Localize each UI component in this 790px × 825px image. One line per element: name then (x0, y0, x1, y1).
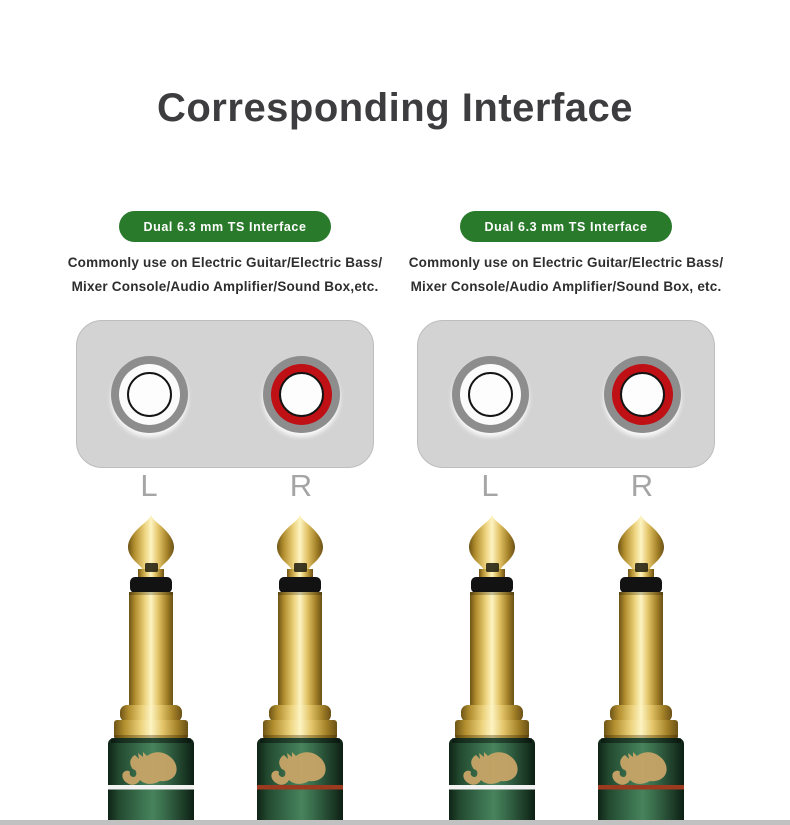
red-band (257, 785, 343, 790)
ts-plug-white-band (446, 513, 538, 825)
plug-row (380, 513, 752, 825)
ts-plug-red-band (595, 513, 687, 825)
plug-row (39, 513, 411, 825)
bottom-bar (0, 820, 790, 825)
jack-label-row (39, 468, 411, 504)
jack-hole (279, 372, 324, 417)
badge-row (380, 211, 752, 242)
jack-label-right: R (289, 468, 313, 503)
description-line-2: Mixer Console/Audio Amplifier/Sound Box, etc. (410, 279, 722, 294)
ts-plug-red-band (254, 513, 346, 825)
white-jack-ring (119, 364, 180, 425)
red-band (598, 785, 684, 790)
interface-column-left (39, 0, 411, 825)
jack-label-right: R (630, 468, 654, 503)
white-jack-ring (460, 364, 521, 425)
white-band (108, 785, 194, 790)
jack-label-row (380, 468, 752, 504)
description-line-1: Commonly use on Electric Guitar/Electric Bass/ (67, 255, 383, 270)
jack-panel (417, 320, 715, 468)
page-title: Corresponding Interface (156, 86, 633, 130)
description-line-2: Mixer Console/Audio Amplifier/Sound Box,etc. (71, 279, 379, 294)
usage-description (380, 251, 752, 299)
white-band (449, 785, 535, 790)
jack-hole (127, 372, 172, 417)
interface-column-right (380, 0, 752, 825)
left-channel-jack (111, 356, 188, 433)
red-jack-ring (271, 364, 332, 425)
interface-badge: Dual 6.3 mm TS Interface (119, 211, 330, 242)
description-line-1: Commonly use on Electric Guitar/Electric Bass/ (408, 255, 724, 270)
jack-hole (468, 372, 513, 417)
ts-plug-white-band (105, 513, 197, 825)
jack-label-left: L (140, 468, 158, 503)
interface-badge: Dual 6.3 mm TS Interface (460, 211, 671, 242)
right-channel-jack (263, 356, 340, 433)
red-jack-ring (612, 364, 673, 425)
jack-hole (620, 372, 665, 417)
jack-label-left: L (481, 468, 499, 503)
badge-row (39, 211, 411, 242)
right-channel-jack (604, 356, 681, 433)
usage-description (39, 251, 411, 299)
left-channel-jack (452, 356, 529, 433)
jack-panel (76, 320, 374, 468)
